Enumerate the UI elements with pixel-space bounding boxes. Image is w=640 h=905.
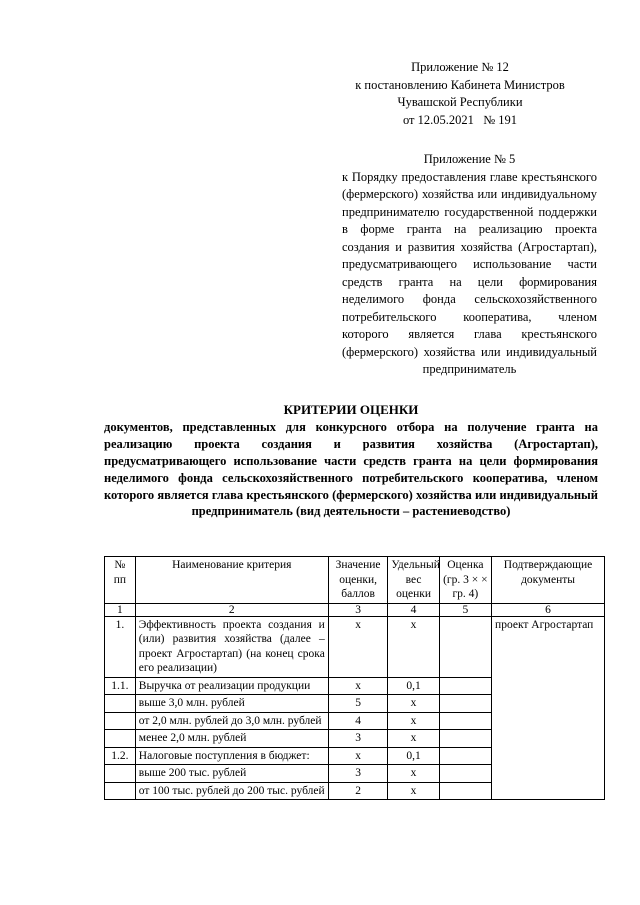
row-name: выше 200 тыс. рублей (135, 765, 328, 783)
row-weight: 0,1 (388, 677, 439, 695)
row-name: Налоговые поступления в бюджет: (135, 747, 328, 765)
row-value: х (328, 747, 388, 765)
criteria-table (104, 556, 605, 800)
row-num (105, 695, 136, 713)
table-header-row (105, 557, 605, 604)
appendix-5-body: к Порядку предоставления главе крестьянского (фермерского) хозяйства или индивидуальному предпринимателю государственной поддержки в форме гранта на реализацию проекта создания и развития хозяйства (Агростартап), предусматривающего использование части средств гранта на цели формирования неделимого фонда сельскохозяйственного потребительского кооператива, членом которого является глава крестьянского (фермерского) хозяйства или индивидуальный предприниматель (342, 169, 597, 376)
column-number-row (105, 603, 605, 616)
appendix-12-date: от 12.05.2021 № 191 (402, 112, 518, 127)
row-num: 1.1. (105, 677, 136, 695)
row-value: 5 (328, 695, 388, 713)
header-value: Значение оценки, баллов (328, 557, 388, 604)
row-weight: х (388, 782, 439, 800)
row-weight: х (388, 616, 439, 677)
criteria-heading (104, 402, 598, 520)
row-name: от 2,0 млн. рублей до 3,0 млн. рублей (135, 712, 328, 730)
row-num (105, 765, 136, 783)
row-num (105, 730, 136, 748)
row-name: Эффективность проекта создания и (или) развития хозяйства (далее – проект Агростартап) (на конец срока его реализации) (135, 616, 328, 677)
row-value: х (328, 616, 388, 677)
row-score (439, 730, 491, 748)
row-num (105, 712, 136, 730)
row-value: х (328, 677, 388, 695)
row-score (439, 677, 491, 695)
appendix-5-title: Приложение № 5 (423, 152, 516, 166)
appendix-12-resolution: к постановлению Кабинета Министров (355, 77, 565, 92)
row-score (439, 782, 491, 800)
table-row (105, 616, 605, 677)
row-score (439, 747, 491, 765)
column-number: 4 (388, 603, 439, 616)
column-number: 1 (105, 603, 136, 616)
appendix-12-republic: Чувашской Республики (397, 95, 523, 109)
row-name: Выручка от реализации продукции (135, 677, 328, 695)
row-num (105, 782, 136, 800)
row-value: 4 (328, 712, 388, 730)
row-score (439, 765, 491, 783)
header-num: № пп (105, 557, 136, 604)
row-value: 2 (328, 782, 388, 800)
row-weight: 0,1 (388, 747, 439, 765)
column-number: 3 (328, 603, 388, 616)
row-weight: х (388, 730, 439, 748)
row-name: выше 3,0 млн. рублей (135, 695, 328, 713)
header-docs: Подтверждающие документы (492, 557, 605, 604)
row-name: менее 2,0 млн. рублей (135, 730, 328, 748)
header-score: Оценка (гр. 3 × × гр. 4) (439, 557, 491, 604)
column-number: 5 (439, 603, 491, 616)
row-score (439, 712, 491, 730)
row-value: 3 (328, 765, 388, 783)
row-weight: х (388, 765, 439, 783)
row-score (439, 695, 491, 713)
row-weight: х (388, 712, 439, 730)
appendix-12-title: Приложение № 12 (411, 60, 509, 74)
row-docs: проект Агростартап (492, 616, 605, 800)
row-num: 1. (105, 616, 136, 677)
row-weight: х (388, 695, 439, 713)
row-value: 3 (328, 730, 388, 748)
appendix-5-block (342, 151, 597, 379)
row-name: от 100 тыс. рублей до 200 тыс. рублей (135, 782, 328, 800)
header-weight: Удельный вес оценки (388, 557, 439, 604)
row-score (439, 616, 491, 677)
criteria-title: КРИТЕРИИ ОЦЕНКИ (283, 402, 419, 417)
criteria-subtitle: документов, представленных для конкурсного отбора на получение гранта на реализацию проекта создания и развития хозяйства (Агростартап), предусматривающего использование части средств гранта на цели формирования неделимого фонда сельскохозяйственного потребительского кооператива, членом которого является глава крестьянского (фермерского) хозяйства или индивидуальный предприниматель (вид деятельности – растениеводство) (104, 419, 598, 519)
column-number: 2 (135, 603, 328, 616)
row-num: 1.2. (105, 747, 136, 765)
header-name: Наименование критерия (135, 557, 328, 604)
appendix-12-block (320, 59, 600, 129)
column-number: 6 (492, 603, 605, 616)
